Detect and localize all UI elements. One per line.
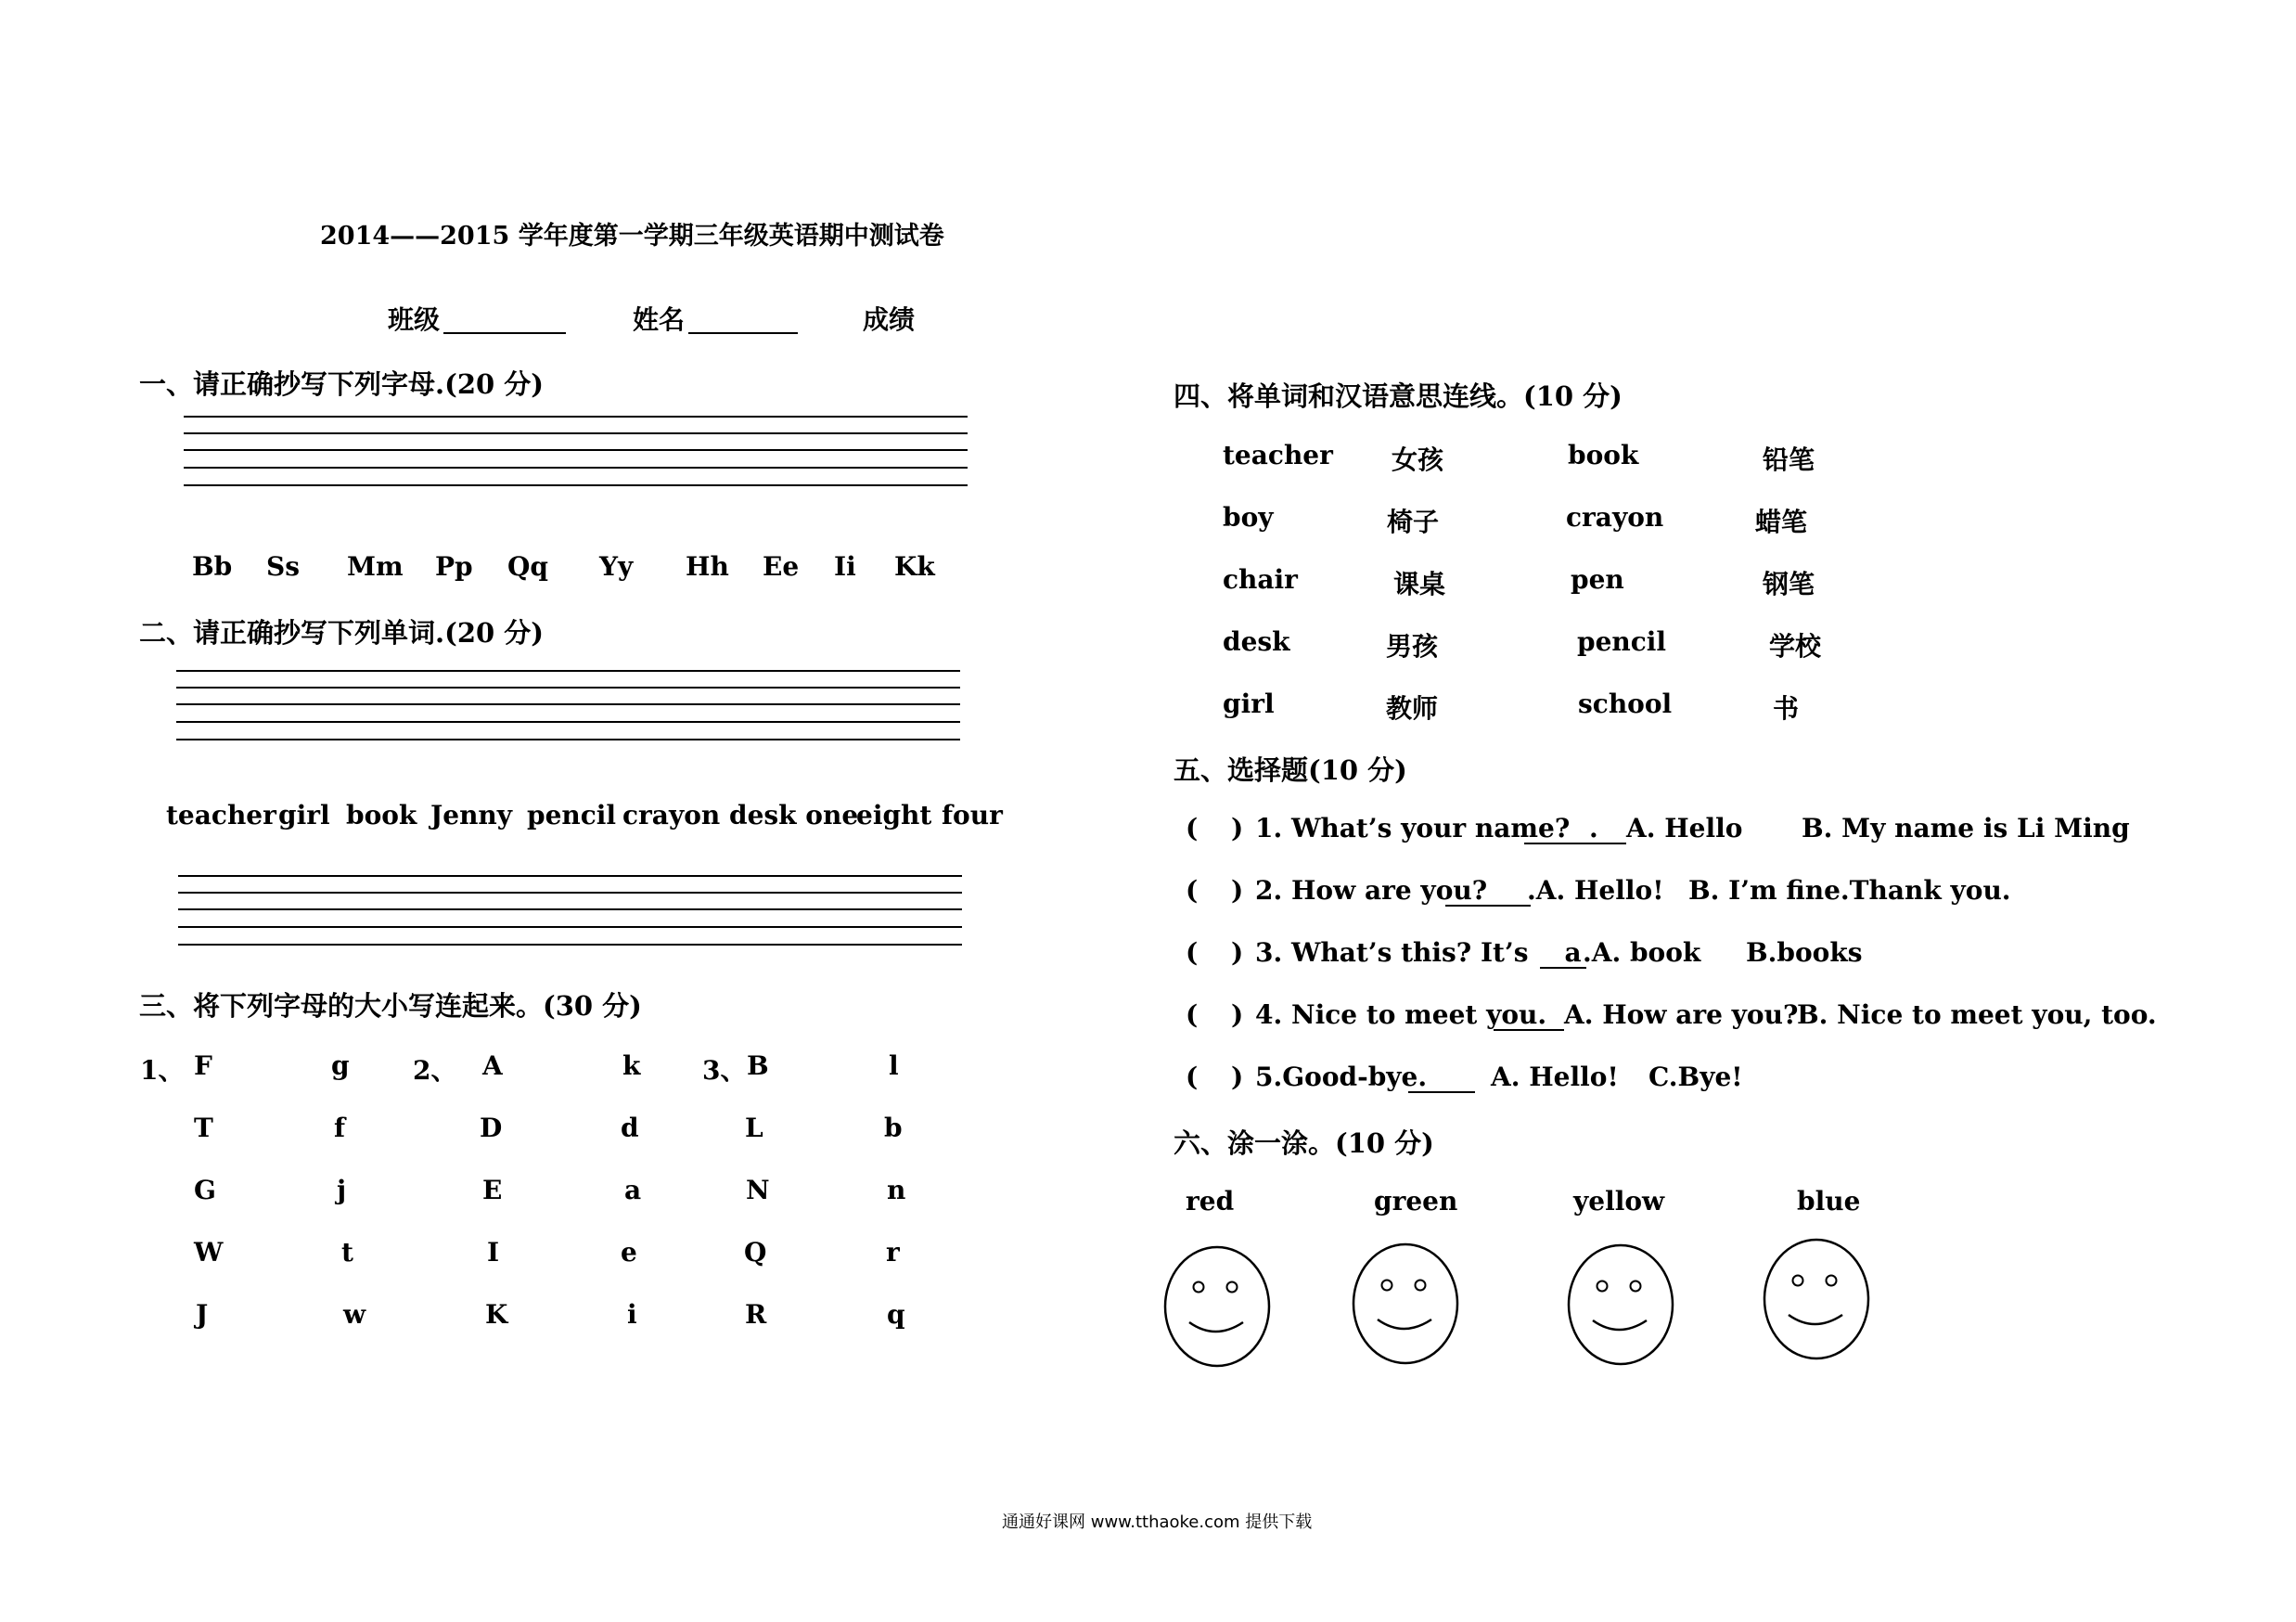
section1-heading: 一、请正确抄写下列字母.(20 分): [139, 368, 544, 400]
word-item: girl: [278, 800, 330, 830]
smiley-face-icon[interactable]: [1165, 1247, 1269, 1366]
word-item: teacher: [166, 800, 276, 830]
letter-match-item[interactable]: I: [487, 1237, 500, 1268]
letter-match-item[interactable]: D: [480, 1113, 503, 1143]
smiley-face-icon[interactable]: [1764, 1240, 1868, 1358]
match-meaning[interactable]: 课桌: [1393, 569, 1446, 599]
match-word[interactable]: boy: [1223, 502, 1274, 533]
group3-label: 3、: [702, 1055, 747, 1086]
letter-match-item[interactable]: W: [194, 1237, 224, 1268]
section5-heading: 五、选择题(10 分): [1174, 754, 1407, 786]
letter-match-item[interactable]: G: [194, 1175, 216, 1205]
letter-match-item[interactable]: i: [627, 1299, 637, 1330]
answer-blank[interactable]: [1408, 1091, 1475, 1093]
letter-item: Mm: [347, 551, 404, 582]
match-word[interactable]: desk: [1223, 626, 1290, 657]
match-word[interactable]: school: [1578, 689, 1673, 719]
question-text: 1. What’s your name?: [1255, 813, 1571, 843]
letter-match-item[interactable]: F: [194, 1050, 212, 1081]
answer-blank[interactable]: [1494, 1029, 1564, 1031]
letter-item: Ss: [266, 551, 300, 582]
section2-writing-lines-top[interactable]: [176, 670, 960, 744]
group1-label: 1、: [140, 1055, 185, 1086]
letter-match-item[interactable]: g: [331, 1050, 350, 1081]
answer-paren-open[interactable]: (: [1186, 937, 1199, 968]
letter-match-item[interactable]: R: [745, 1299, 767, 1330]
section4-heading: 四、将单词和汉语意思连线。(10 分): [1174, 380, 1623, 412]
answer-paren-close[interactable]: ): [1231, 813, 1244, 843]
answer-paren-close[interactable]: ): [1231, 1062, 1244, 1092]
footer-source: 通通好课网 www.tthaoke.com 提供下载: [1002, 1513, 1313, 1532]
word-item: crayon: [622, 800, 721, 830]
name-label: 姓名: [633, 304, 686, 335]
question-text: 5.Good-bye.: [1255, 1062, 1428, 1092]
section2-heading: 二、请正确抄写下列单词.(20 分): [139, 617, 544, 649]
match-word[interactable]: chair: [1223, 564, 1298, 595]
answer-paren-close[interactable]: ): [1231, 875, 1244, 906]
letter-match-item[interactable]: w: [343, 1299, 366, 1330]
section6-heading: 六、涂一涂。(10 分): [1174, 1127, 1434, 1159]
answer-paren-close[interactable]: ): [1231, 937, 1244, 968]
letter-match-item[interactable]: k: [622, 1050, 641, 1081]
word-item: Jenny: [430, 800, 513, 830]
answer-paren-open[interactable]: (: [1186, 999, 1199, 1030]
question-text: 2. How are you?: [1255, 875, 1488, 906]
section1-writing-lines[interactable]: [184, 416, 968, 490]
page-title: 2014——2015 学年度第一学期三年级英语期中测试卷: [320, 222, 944, 251]
letter-match-item[interactable]: l: [889, 1050, 899, 1081]
match-word[interactable]: pencil: [1577, 626, 1667, 657]
color-label-red: red: [1186, 1186, 1235, 1216]
answer-paren-open[interactable]: (: [1186, 1062, 1199, 1092]
group2-label: 2、: [413, 1055, 457, 1086]
section3-heading: 三、将下列字母的大小写连起来。(30 分): [139, 990, 642, 1022]
letter-match-item[interactable]: t: [341, 1237, 353, 1268]
letter-match-item[interactable]: A: [482, 1050, 503, 1081]
letter-match-item[interactable]: d: [621, 1113, 639, 1143]
word-item: four: [942, 800, 1003, 830]
smiley-face-icon[interactable]: [1353, 1244, 1457, 1363]
match-word[interactable]: book: [1568, 440, 1639, 470]
name-blank[interactable]: [688, 332, 798, 334]
letter-match-item[interactable]: a: [624, 1175, 642, 1205]
match-meaning[interactable]: 学校: [1769, 631, 1822, 662]
score-label: 成绩: [863, 304, 916, 335]
letter-match-item[interactable]: b: [884, 1113, 903, 1143]
word-item: eight: [856, 800, 932, 830]
word-item: pencil: [527, 800, 617, 830]
letter-item: Qq: [507, 551, 548, 582]
question-text: 4. Nice to meet you.: [1255, 999, 1547, 1030]
match-meaning[interactable]: 铅笔: [1763, 444, 1815, 475]
letter-match-item[interactable]: j: [337, 1175, 347, 1205]
smiley-faces: [1160, 1234, 1902, 1383]
word-item: desk one: [729, 800, 859, 830]
letter-item: Ii: [834, 551, 856, 582]
color-label-green: green: [1374, 1186, 1458, 1216]
answer-blank[interactable]: [1524, 843, 1626, 844]
letter-match-item[interactable]: K: [485, 1299, 508, 1330]
answer-paren-close[interactable]: ): [1231, 999, 1244, 1030]
letter-match-item[interactable]: f: [334, 1113, 346, 1143]
match-word[interactable]: teacher: [1223, 440, 1333, 470]
letter-item: Bb: [192, 551, 233, 582]
match-meaning[interactable]: 教师: [1386, 693, 1439, 724]
word-item: book: [346, 800, 417, 830]
answer-paren-open[interactable]: (: [1186, 875, 1199, 906]
letter-match-item[interactable]: Q: [744, 1237, 767, 1268]
option-a[interactable]: A. Hello: [1626, 813, 1743, 843]
match-meaning[interactable]: 蜡笔: [1755, 507, 1808, 537]
letter-item: Pp: [435, 551, 473, 582]
answer-blank[interactable]: [1445, 905, 1531, 907]
class-blank[interactable]: [443, 332, 566, 334]
class-label: 班级: [388, 304, 441, 335]
section2-writing-lines-bottom[interactable]: [178, 875, 962, 949]
option-a[interactable]: .A. book: [1583, 937, 1701, 968]
color-label-blue: blue: [1797, 1186, 1861, 1216]
color-label-yellow: yellow: [1573, 1186, 1665, 1216]
letter-match-item[interactable]: L: [745, 1113, 763, 1143]
match-meaning[interactable]: 男孩: [1386, 631, 1439, 662]
option-a[interactable]: .A. Hello!: [1527, 875, 1664, 906]
letter-match-item[interactable]: n: [887, 1175, 906, 1205]
match-meaning[interactable]: 椅子: [1387, 507, 1440, 537]
letter-match-item[interactable]: E: [482, 1175, 503, 1205]
blank-mark: .: [1589, 813, 1598, 843]
letter-match-item[interactable]: e: [621, 1237, 637, 1268]
smiley-face-icon[interactable]: [1569, 1245, 1673, 1364]
answer-paren-open[interactable]: (: [1186, 813, 1199, 843]
letter-match-item[interactable]: T: [194, 1113, 213, 1143]
option-a[interactable]: A. Hello!: [1491, 1062, 1619, 1092]
option-a[interactable]: A. How are you?: [1564, 999, 1799, 1030]
match-meaning[interactable]: 钢笔: [1763, 569, 1815, 599]
letter-match-item[interactable]: B: [747, 1050, 769, 1081]
option-b[interactable]: B. I’m fine.Thank you.: [1688, 875, 2011, 906]
match-word[interactable]: girl: [1223, 689, 1275, 719]
letter-item: Yy: [599, 551, 634, 582]
option-b[interactable]: B. My name is Li Ming: [1802, 813, 2130, 843]
question-text: 3. What’s this? It’s a: [1255, 937, 1582, 968]
letter-match-item[interactable]: N: [746, 1175, 770, 1205]
match-meaning[interactable]: 书: [1773, 693, 1800, 724]
letter-item: Hh: [686, 551, 729, 582]
match-meaning[interactable]: 女孩: [1392, 444, 1444, 475]
option-b[interactable]: B. Nice to meet you, too.: [1797, 999, 2157, 1030]
match-word[interactable]: pen: [1571, 564, 1624, 595]
option-b[interactable]: B.books: [1746, 937, 1863, 968]
letter-item: Ee: [763, 551, 800, 582]
letter-match-item[interactable]: r: [886, 1237, 900, 1268]
option-c[interactable]: C.Bye!: [1648, 1062, 1743, 1092]
letter-match-item[interactable]: q: [887, 1299, 905, 1330]
letter-item: Kk: [894, 551, 935, 582]
answer-blank[interactable]: [1540, 967, 1586, 969]
letter-match-item[interactable]: J: [196, 1299, 209, 1330]
match-word[interactable]: crayon: [1566, 502, 1664, 533]
